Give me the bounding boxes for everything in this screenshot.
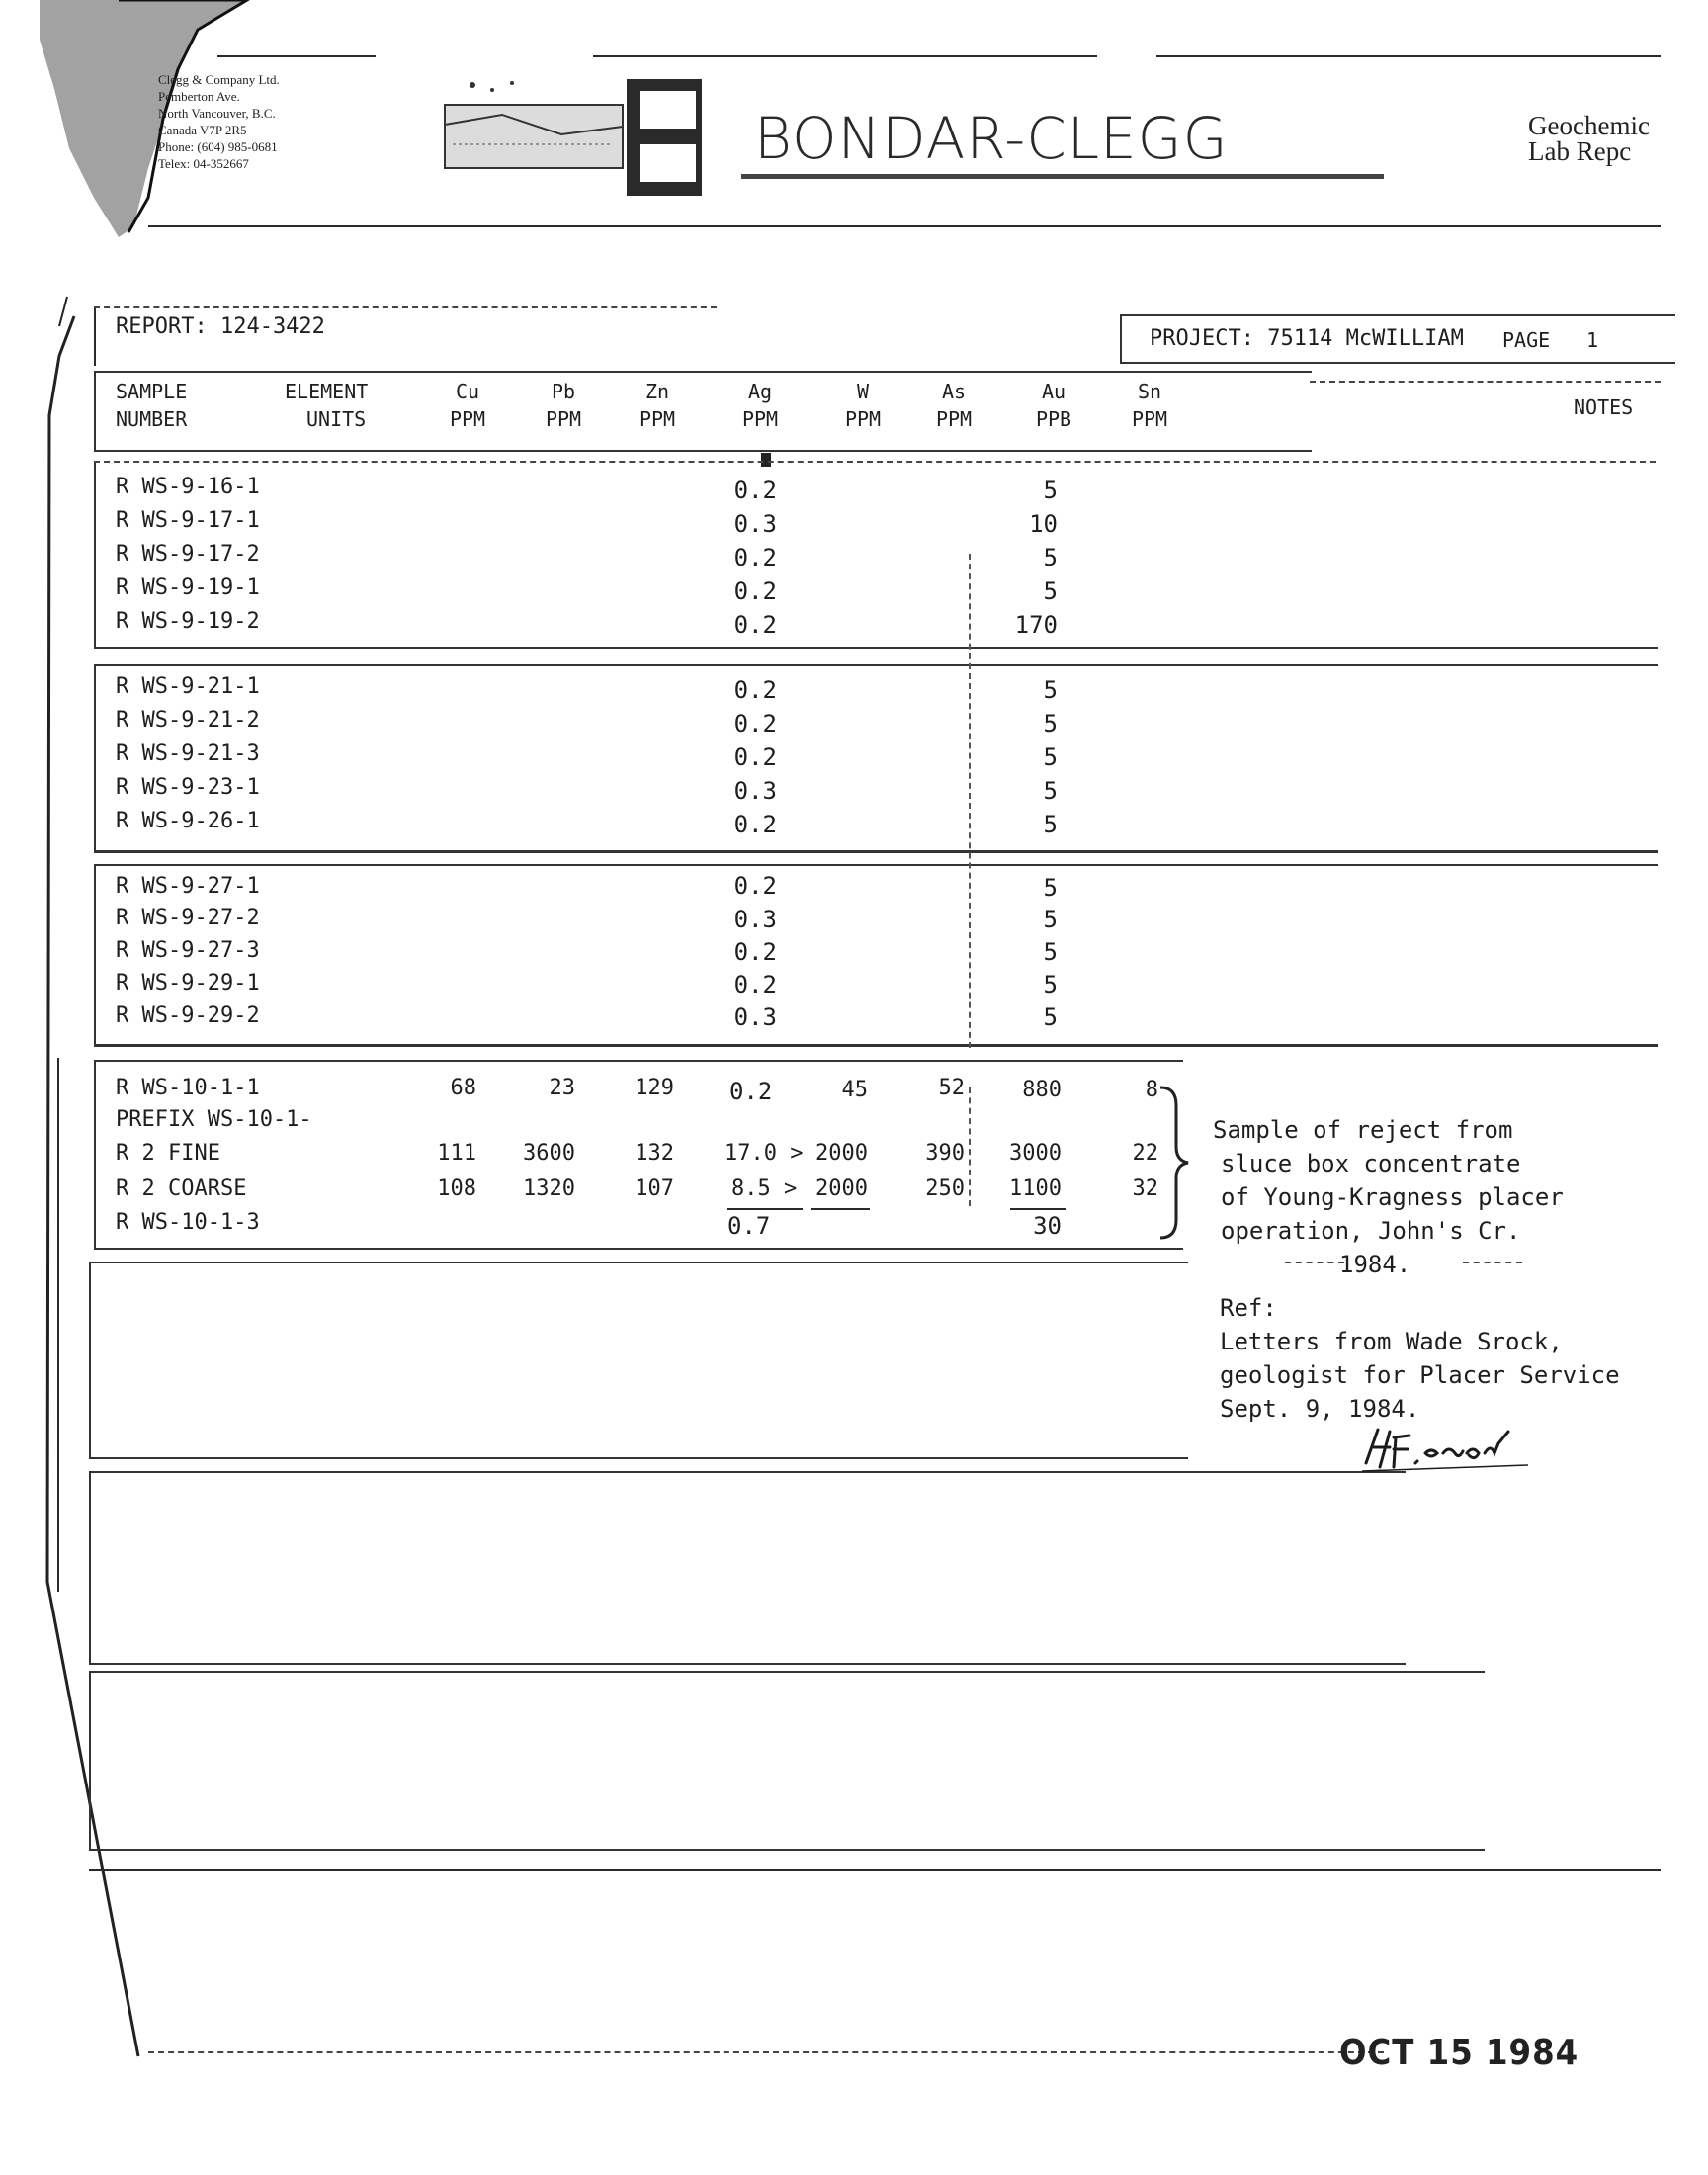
top-rule: [217, 55, 376, 57]
received-date-stamp: OCT 15 1984: [1339, 2033, 1580, 2073]
ag-value: 0.2: [733, 811, 777, 838]
w-value: 2000: [815, 1141, 868, 1166]
sample-id: R WS-9-19-2: [116, 609, 260, 634]
ag-value: 0.2: [733, 938, 777, 966]
handwritten-initials-signature: [1360, 1424, 1538, 1483]
header-w: [838, 378, 888, 433]
sample-id: R WS-9-27-2: [116, 906, 260, 930]
header-text: Au: [1041, 380, 1067, 403]
cu-value: 108: [437, 1176, 476, 1201]
project-label: PROJECT: 75114 McWILLIAM: [1150, 326, 1464, 351]
as-value: 52: [938, 1076, 965, 1100]
page-label: PAGE: [1502, 328, 1551, 352]
sample-id: R WS-9-26-1: [116, 809, 260, 833]
group-top-rule: [94, 461, 1656, 463]
w-underline: [811, 1208, 870, 1210]
sample-id: R WS-9-21-2: [116, 708, 260, 733]
ref-line: Sept. 9, 1984.: [1220, 1395, 1420, 1423]
au-value: 5: [1043, 971, 1058, 999]
group-box-3: [94, 864, 1658, 1047]
ag-value: 0.2: [733, 611, 777, 639]
address-line: Phone: (604) 985-0681: [158, 139, 278, 154]
au-value: 5: [1043, 544, 1058, 571]
sample-id: R WS-9-16-1: [116, 475, 260, 499]
report-number: REPORT: 124-3422: [116, 314, 325, 339]
header-text: SAMPLE: [116, 380, 188, 403]
header-text: NUMBER: [116, 407, 188, 431]
sample-id: R WS-9-29-1: [116, 971, 260, 996]
au-value: 3000: [1009, 1141, 1062, 1166]
sn-value: 8: [1145, 1078, 1158, 1102]
as-value: 250: [925, 1176, 965, 1201]
header-text: ELEMENT: [285, 380, 369, 403]
column-divider: [969, 554, 971, 1048]
ref-line: Letters from Wade Srock,: [1220, 1328, 1563, 1355]
sample-id: R WS-9-17-2: [116, 542, 260, 566]
pb-value: 3600: [523, 1141, 575, 1166]
cu-value: 68: [450, 1076, 476, 1100]
ag-value: 0.2: [733, 743, 777, 771]
header-au: [1029, 378, 1078, 433]
as-value: 390: [925, 1141, 965, 1166]
report-box-top: [94, 306, 717, 308]
top-rule: [593, 55, 1097, 57]
header-divider: [148, 225, 1661, 227]
sample-id: R WS-10-1-1: [116, 1076, 260, 1100]
au-value: 1100: [1009, 1176, 1062, 1201]
header-text: PPM: [741, 407, 779, 431]
au-value: 5: [1043, 577, 1058, 605]
header-text: PPM: [1131, 407, 1168, 431]
group-box-2: [94, 664, 1658, 853]
notes-rule: [1463, 1262, 1522, 1263]
ag-value: 0.2: [733, 577, 777, 605]
bondar-clegg-logo-icon: [443, 65, 759, 204]
au-value: 5: [1043, 777, 1058, 805]
report-box-left: [94, 306, 96, 366]
header-text: UNITS: [306, 407, 367, 431]
ag-value: 0.2: [733, 676, 777, 704]
au-value: 5: [1043, 1003, 1058, 1031]
header-text: W: [856, 380, 870, 403]
header-sample: [116, 378, 187, 433]
ag-value: 0.2: [729, 1078, 773, 1105]
footer-rule: [148, 2051, 1384, 2053]
ag-value: 8.5 >: [731, 1176, 798, 1201]
au-value: 170: [1014, 611, 1058, 639]
sample-id: R 2 COARSE: [116, 1176, 247, 1201]
address-line: Telex: 04-352667: [158, 156, 249, 171]
notes-block: [1213, 1113, 1564, 1281]
header-cu: [443, 378, 492, 433]
header-text: PPM: [844, 407, 882, 431]
header-pb: [539, 378, 588, 433]
notes-line: sluce box concentrate: [1221, 1150, 1521, 1177]
zn-value: 132: [635, 1141, 674, 1166]
sample-id: R WS-9-27-1: [116, 874, 260, 899]
au-value: 5: [1043, 906, 1058, 933]
sample-id: R WS-9-23-1: [116, 775, 260, 800]
header-sn: [1125, 378, 1174, 433]
cu-value: 111: [437, 1141, 476, 1166]
address-line: Clegg & Company Ltd.: [158, 72, 280, 87]
ag-value: 0.3: [733, 777, 777, 805]
header-zn: [633, 378, 682, 433]
au-value: 5: [1043, 874, 1058, 902]
header-text: Sn: [1137, 380, 1162, 403]
notes-rule: [1285, 1262, 1344, 1263]
sample-id: R WS-9-17-1: [116, 508, 260, 533]
zn-value: 107: [635, 1176, 674, 1201]
header-text: PPM: [639, 407, 676, 431]
w-value: 45: [841, 1078, 868, 1102]
ag-value: 0.2: [733, 710, 777, 738]
header-text: PPB: [1035, 407, 1072, 431]
company-address: [158, 71, 280, 172]
empty-box-3: [89, 1671, 1485, 1851]
bottom-rule: [89, 1869, 1661, 1870]
header-text: Zn: [644, 380, 670, 403]
address-line: Canada V7P 2R5: [158, 123, 247, 137]
ag-value: 0.7: [727, 1212, 771, 1240]
au-value: 30: [1033, 1212, 1062, 1240]
empty-box-2: [89, 1471, 1406, 1665]
header-text: PPM: [449, 407, 486, 431]
header-as: [929, 378, 979, 433]
pb-value: 23: [549, 1076, 575, 1100]
brand-name: BONDAR-CLEGG: [754, 105, 1229, 172]
address-line: North Vancouver, B.C.: [158, 106, 276, 121]
document-type: [1528, 113, 1650, 164]
notes-line: 1984.: [1339, 1251, 1411, 1278]
sample-id: R WS-9-19-1: [116, 575, 260, 600]
au-value: 5: [1043, 938, 1058, 966]
au-value: 5: [1043, 477, 1058, 504]
ag-value: 0.2: [733, 477, 777, 504]
header-ag: [735, 378, 785, 433]
sample-id: R WS-9-27-3: [116, 938, 260, 963]
au-value: 10: [1029, 510, 1058, 538]
au-value: 880: [1022, 1078, 1062, 1102]
ag-value: 17.0 >: [725, 1141, 804, 1166]
sample-id: R 2 FINE: [116, 1141, 220, 1166]
header-text: Pb: [551, 380, 576, 403]
header-notes: NOTES: [1574, 395, 1634, 419]
logo-underline: [741, 174, 1384, 179]
header-text: Ag: [747, 380, 773, 403]
zn-value: 129: [635, 1076, 674, 1100]
ref-line: Ref:: [1220, 1294, 1277, 1322]
w-value: 2000: [815, 1176, 868, 1201]
sn-value: 22: [1132, 1141, 1158, 1166]
ag-underline: [727, 1208, 803, 1210]
ag-value: 0.2: [733, 872, 777, 900]
group-box-1: [94, 461, 1658, 649]
header-text: PPM: [545, 407, 582, 431]
au-value: 5: [1043, 676, 1058, 704]
doc-type-line: Lab Repc: [1528, 136, 1632, 166]
ag-value: 0.3: [733, 906, 777, 933]
header-element: [285, 378, 368, 433]
au-underline: [1010, 1208, 1066, 1210]
pb-value: 1320: [523, 1176, 575, 1201]
ag-value: 0.2: [733, 544, 777, 571]
au-value: 5: [1043, 710, 1058, 738]
ag-value: 0.3: [733, 510, 777, 538]
ref-line: geologist for Placer Service: [1220, 1361, 1620, 1389]
notes-line: Sample of reject from: [1213, 1116, 1513, 1144]
notes-line: operation, John's Cr.: [1221, 1217, 1521, 1245]
left-margin-rule: [57, 1058, 59, 1592]
doc-type-line: Geochemic: [1528, 111, 1650, 140]
sample-id: R WS-9-29-2: [116, 1003, 260, 1028]
column-divider: [969, 1088, 971, 1206]
sample-id: R WS-9-21-3: [116, 741, 260, 766]
ag-value: 0.3: [733, 1003, 777, 1031]
header-text: As: [941, 380, 967, 403]
address-line: Pemberton Ave.: [158, 89, 240, 104]
au-value: 5: [1043, 743, 1058, 771]
sample-id: R WS-9-21-1: [116, 674, 260, 699]
header-text: Cu: [455, 380, 480, 403]
notes-line: of Young-Kragness placer: [1221, 1183, 1564, 1211]
sample-id: R WS-10-1-3: [116, 1210, 260, 1235]
au-value: 5: [1043, 811, 1058, 838]
header-rule-right: [1310, 381, 1661, 383]
sample-id: PREFIX WS-10-1-: [116, 1107, 312, 1132]
empty-box-1: [89, 1262, 1188, 1459]
top-rule: [1156, 55, 1661, 57]
ref-block: [1220, 1291, 1620, 1426]
page-number: 1: [1586, 328, 1599, 352]
sn-value: 32: [1132, 1176, 1158, 1201]
header-text: PPM: [935, 407, 973, 431]
ag-value: 0.2: [733, 971, 777, 999]
notes-brace-icon: [1156, 1086, 1196, 1240]
